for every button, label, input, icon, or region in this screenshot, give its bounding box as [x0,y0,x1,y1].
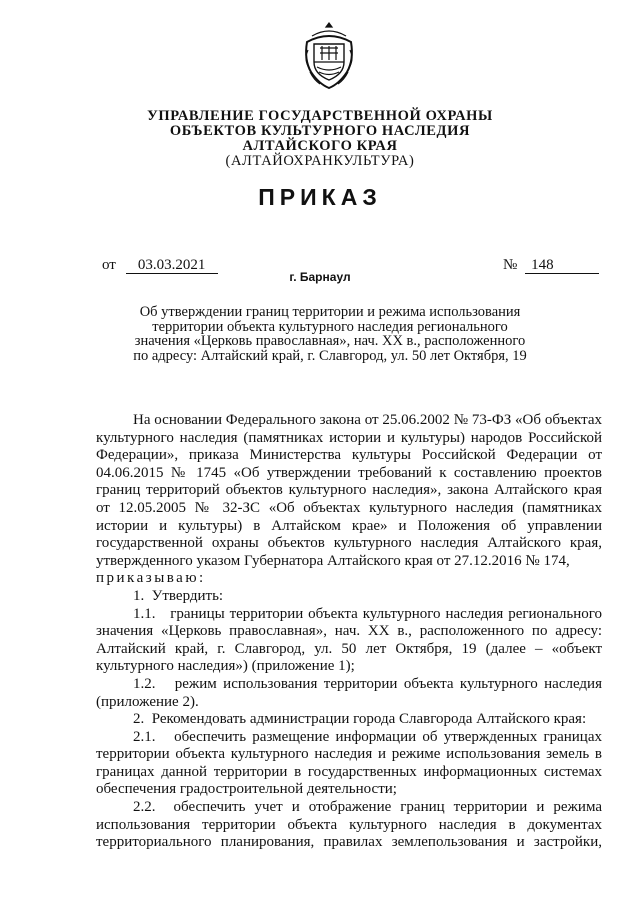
item-2: 2. Рекомендовать администрации города Славгорода Алтайского края: [133,711,587,728]
item-2-2: 2.2. обеспечить учет и отображение границ территории и режима использования территории объекта культурного наследия в документах территориального планирования, правилах землепользования и застройки, [96,799,602,851]
subject-line: Об утверждении границ территории и режима использования [139,304,521,320]
subject-line: территории объекта культурного наследия регионального [152,318,508,335]
agency-abbreviation: (АЛТАЙОХРАНКУЛЬТУРА) [225,153,415,169]
date-prefix: от [102,257,116,273]
number-prefix: № [503,257,518,273]
subject-line: значения «Церковь православная», нач. XX в., расположенного [134,333,526,349]
order-body [96,412,602,852]
item-2-1: 2.1. обеспечить размещение информации об утвержденных границах территории объекта культурного наследия и режиме использования земель в границах данной территории в государственных информационных системах обеспечения градостроительной деятельности; [96,728,602,798]
agency-name-line: АЛТАЙСКОГО КРАЯ [242,138,398,154]
item-1-1: 1.1. границы территории объекта культурного наследия регионального значения «Церковь православная», нач. XX в., расположенного по адресу: Алтайский край, г. Славгород, ул. 50 лет Октября, 19 (далее – «объект культурного наследия») (приложение 1); [96,605,602,675]
preamble-paragraph: На основании Федерального закона от 25.06.2002 № 73-ФЗ «Об объектах культурного наследия (памятниках истории и культуры) народов Российской Федерации», приказа Министерства культуры Российской Федерации от 04.06.2015 № 1745 «Об утверждении требований к составлению проектов границ территорий объектов культурного наследия», закона Алтайского края от 12.05.2005 № 32-ЗС «Об объектах культурного наследия (памятниках истории и культуры) в Алтайском крае» и Положения об управлении государственной охраны объектов культурного наследия Алтайского края, утвержденного указом Губернатора Алтайского края от 27.12.2016 № 174, [96,412,602,569]
order-word: приказываю: [96,570,206,587]
agency-name-line: УПРАВЛЕНИЕ ГОСУДАРСТВЕННОЙ ОХРАНЫ [147,108,493,124]
agency-name-line: ОБЪЕКТОВ КУЛЬТУРНОГО НАСЛЕДИЯ [169,123,471,139]
order-number: 148 [525,257,599,274]
item-1-2: 1.2. режим использования территории объекта культурного наследия (приложение 2). [96,675,602,710]
coat-of-arms-emblem [302,20,356,92]
date-value: 03.03.2021 [126,257,218,274]
city-name: г. Барнаул [289,270,351,284]
subject-line: по адресу: Алтайский край, г. Славгород, ул. 50 лет Октября, 19 [133,347,527,364]
document-type-title: ПРИКАЗ [258,184,382,210]
agency-name-block [0,109,640,169]
order-subject [130,305,530,363]
item-1: 1. Утвердить: [133,587,224,604]
